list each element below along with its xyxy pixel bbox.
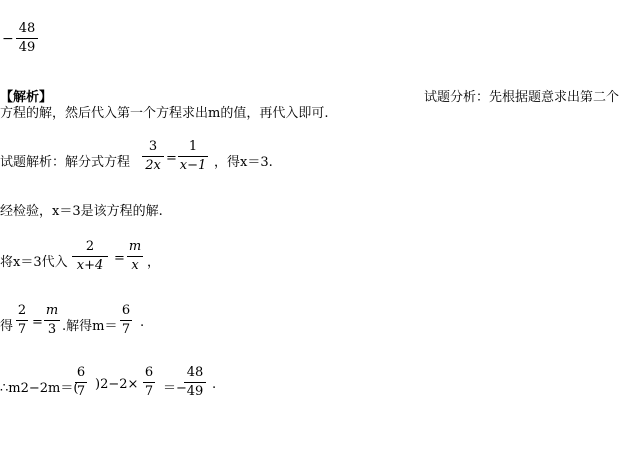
step5-f1-numerator: 6 [76, 365, 86, 380]
step4-fraction-1 [16, 303, 28, 338]
fraction-bar [75, 382, 87, 383]
step3-prefix: 将x＝3代入 [0, 255, 68, 270]
analysis-line2: 方程的解，然后代入第一个方程求出m的值，再代入即可. [0, 106, 329, 121]
answer-sign: − [2, 31, 14, 47]
step5-fraction-2 [143, 365, 155, 400]
fraction-bar [44, 320, 60, 321]
step4-f2-numerator: m [45, 303, 59, 318]
step5-f3-denominator: 49 [186, 384, 204, 399]
step4-f3-numerator: 6 [121, 303, 131, 318]
fraction-bar [127, 256, 143, 257]
fraction-bar [72, 256, 108, 257]
fraction-bar [178, 156, 208, 157]
step1-fraction-2 [178, 139, 208, 174]
step3-fraction-1 [72, 239, 108, 274]
step1-f1-denominator: 2x [145, 158, 161, 173]
fraction-bar [120, 320, 132, 321]
step5-fraction-1 [75, 365, 87, 400]
step5-prefix: ∴m2−2m＝( [0, 381, 79, 396]
step4-fraction-3 [120, 303, 132, 338]
step1-fraction-1 [142, 139, 164, 174]
step4-mid: .解得m＝ [62, 319, 118, 334]
step4-f1-denominator: 7 [17, 322, 27, 337]
step5-f2-numerator: 6 [144, 365, 154, 380]
step1-suffix: ，得x＝3. [214, 155, 273, 170]
step4-fraction-2 [44, 303, 60, 338]
step1-f2-denominator: x−1 [179, 158, 207, 173]
step5-mid1: )2−2× [95, 377, 139, 392]
step3-f2-denominator: x [131, 258, 139, 273]
step3-f1-denominator: x+4 [76, 258, 104, 273]
step1-equals: = [166, 151, 177, 166]
step3-f2-numerator: m [128, 239, 142, 254]
fraction-bar [16, 38, 38, 39]
answer-fraction [16, 21, 38, 56]
step1-prefix: 试题解析：解分式方程 [0, 155, 131, 170]
fraction-bar [142, 156, 164, 157]
step4-suffix: . [140, 315, 145, 330]
step4-equals: = [32, 315, 43, 330]
fraction-bar [184, 382, 206, 383]
step5-f3-numerator: 48 [186, 365, 204, 380]
fraction-bar [143, 382, 155, 383]
step3-equals: = [114, 251, 125, 266]
analysis-right-text: 试题分析：先根据题意求出第二个 [424, 90, 620, 105]
step5-fraction-3 [184, 365, 206, 400]
step4-f2-denominator: 3 [47, 322, 57, 337]
answer-numerator: 48 [18, 21, 36, 36]
fraction-bar [16, 320, 28, 321]
step3-fraction-2 [127, 239, 143, 274]
step5-mid2: ＝− [163, 381, 187, 396]
step4-f1-numerator: 2 [17, 303, 27, 318]
step5-suffix: . [212, 377, 217, 392]
step3-suffix: ， [147, 255, 161, 270]
answer-denominator: 49 [18, 40, 36, 55]
step5-f1-denominator: 7 [76, 384, 86, 399]
step4-f3-denominator: 7 [121, 322, 131, 337]
step4-prefix: 得 [0, 319, 14, 334]
step2-text: 经检验，x＝3是该方程的解. [0, 204, 163, 219]
step1-f2-numerator: 1 [188, 139, 198, 154]
analysis-header: 【解析】 [0, 90, 53, 105]
step1-f1-numerator: 3 [148, 139, 158, 154]
step5-f2-denominator: 7 [144, 384, 154, 399]
step3-f1-numerator: 2 [85, 239, 95, 254]
